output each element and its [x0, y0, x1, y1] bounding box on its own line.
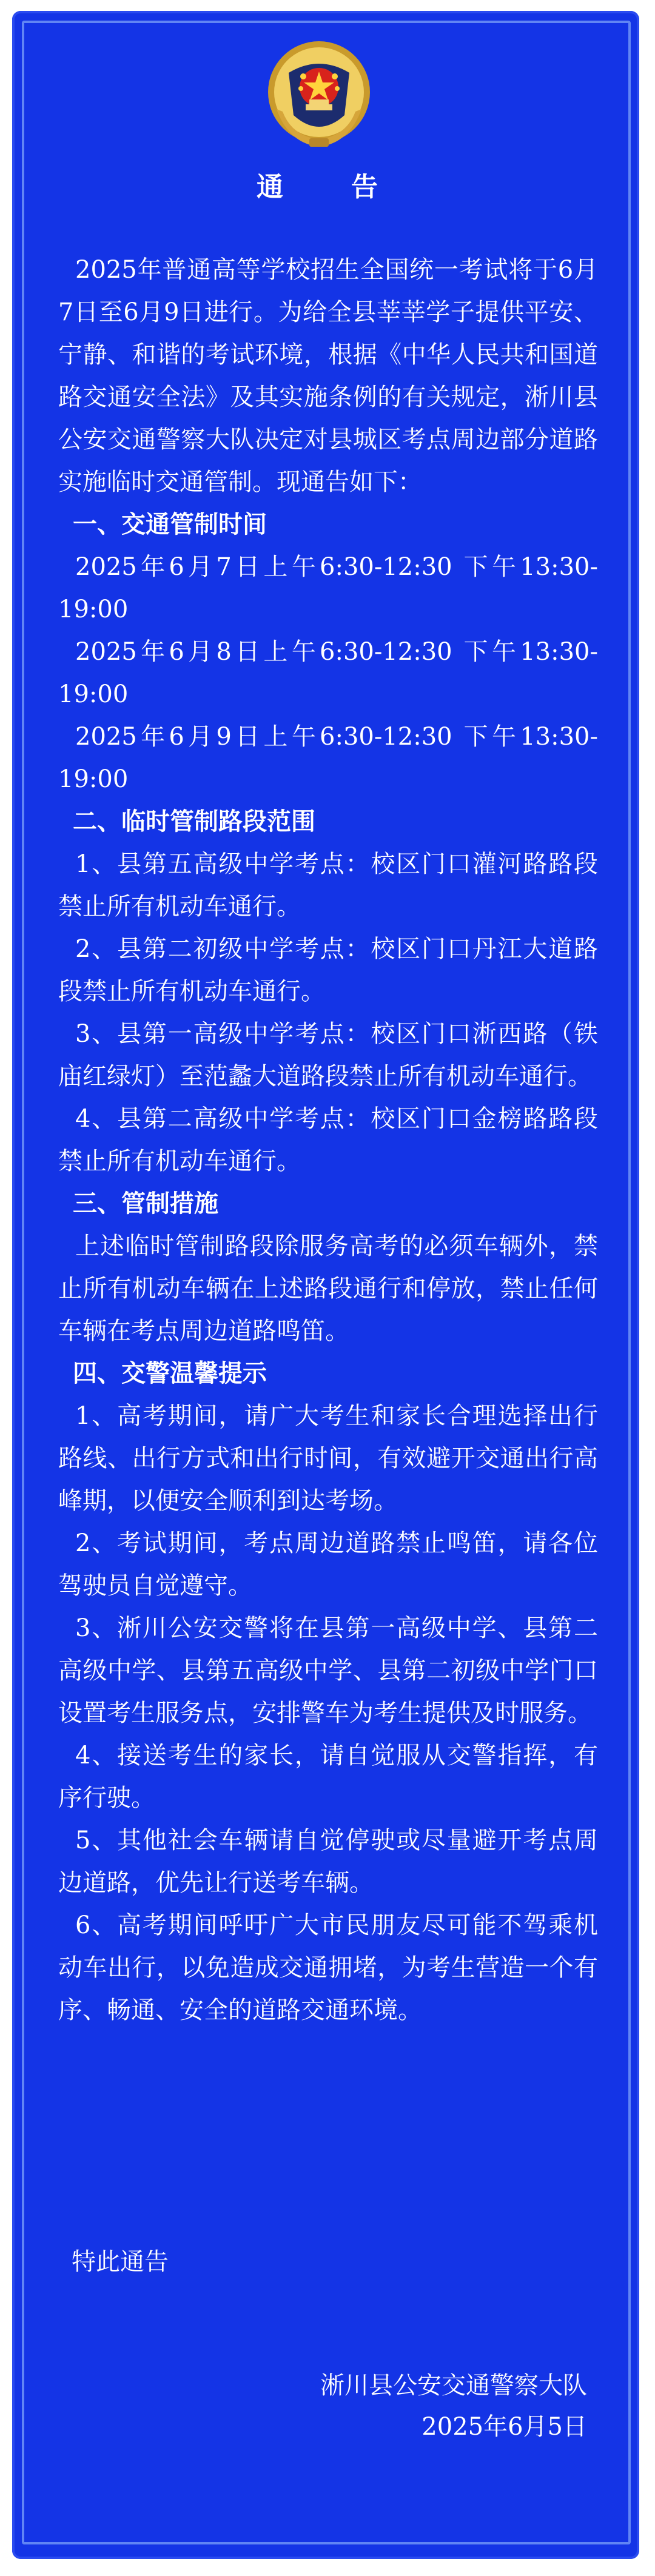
tip-item: 3、淅川公安交警将在县第一高级中学、县第二高级中学、县第五高级中学、县第二初级中学门口设置考生服务点，安排警车为考生提供及时服务。 — [58, 1614, 598, 1727]
signature-block — [320, 2365, 587, 2447]
tip-item: 4、接送考生的家长，请自觉服从交警指挥，有序行驶。 — [58, 1742, 598, 1812]
measure-item: 上述临时管制路段除服务高考的必须车辆外，禁止所有机动车辆在上述路段通行和停放，禁止任何车辆在考点周边道路鸣笛。 — [58, 1232, 598, 1345]
time-item: 2025年6月8日上午6:30-12:30 下午13:30-19:00 — [58, 638, 598, 708]
tip-item: 5、其他社会车辆请自觉停驶或尽量避开考点周边道路，优先让行送考车辆。 — [58, 1826, 598, 1897]
section-heading-roads: 二、临时管制路段范围 — [73, 808, 315, 836]
road-item: 4、县第二高级中学考点：校区门口金榜路路段禁止所有机动车通行。 — [58, 1105, 598, 1175]
time-item: 2025年6月9日上午6:30-12:30 下午13:30-19:00 — [58, 723, 598, 793]
notice-title: 通 告 — [257, 172, 398, 203]
time-item: 2025年6月7日上午6:30-12:30 下午13:30-19:00 — [58, 553, 598, 623]
notice-body — [58, 249, 598, 2031]
section-heading-tips: 四、交警温馨提示 — [73, 1360, 267, 1387]
road-item: 2、县第二初级中学考点：校区门口丹江大道路段禁止所有机动车通行。 — [58, 935, 598, 1005]
section-heading-time: 一、交通管制时间 — [73, 511, 267, 538]
police-emblem-icon — [264, 36, 374, 152]
signature-date: 2025年6月5日 — [422, 2413, 587, 2441]
tip-item: 6、高考期间呼吁广大市民朋友尽可能不驾乘机动车出行，以免造成交通拥堵，为考生营造一个有序、畅通、安全的道路交通环境。 — [58, 1911, 598, 2024]
road-item: 3、县第一高级中学考点：校区门口淅西路（铁庙红绿灯）至范蠡大道路段禁止所有机动车通行。 — [58, 1020, 598, 1090]
road-item: 1、县第五高级中学考点：校区门口灌河路路段禁止所有机动车通行。 — [58, 850, 598, 921]
section-heading-measures: 三、管制措施 — [73, 1190, 218, 1218]
closing-text: 特此通告 — [72, 2248, 169, 2276]
signature-org: 淅川县公安交通警察大队 — [320, 2372, 587, 2400]
tip-item: 2、考试期间，考点周边道路禁止鸣笛，请各位驾驶员自觉遵守。 — [58, 1529, 598, 1600]
tip-item: 1、高考期间，请广大考生和家长合理选择出行路线、出行方式和出行时间，有效避开交通出行高峰期，以便安全顺利到达考场。 — [58, 1402, 598, 1515]
intro-paragraph: 2025年普通高等学校招生全国统一考试将于6月7日至6月9日进行。为给全县莘莘学子提供平安、宁静、和谐的考试环境，根据《中华人民共和国道路交通安全法》及其实施条例的有关规定，淅川县公安交通警察大队决定对县城区考点周边部分道路实施临时交通管制。现通告如下： — [58, 256, 598, 496]
